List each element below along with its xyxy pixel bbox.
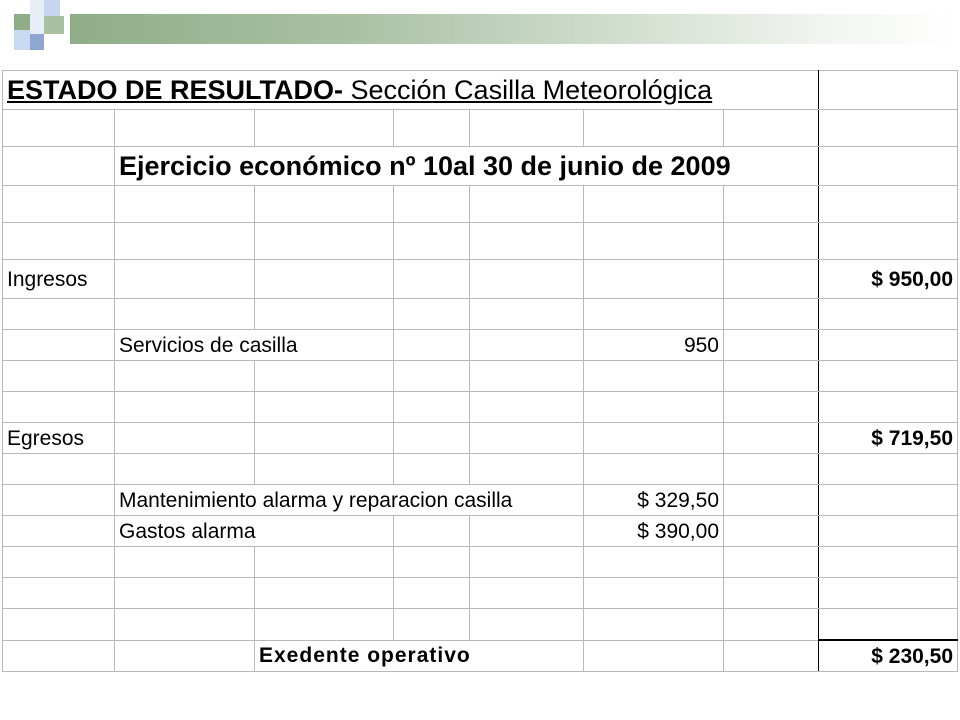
deco-square bbox=[14, 30, 30, 50]
cell[interactable] bbox=[3, 485, 115, 516]
cell[interactable] bbox=[3, 223, 115, 260]
cell[interactable] bbox=[115, 578, 255, 609]
egresos-total[interactable]: $ 719,50 bbox=[819, 423, 958, 454]
egreso-item-amount[interactable]: $ 390,00 bbox=[584, 516, 724, 547]
cell[interactable] bbox=[255, 423, 394, 454]
cell[interactable] bbox=[724, 299, 819, 330]
cell[interactable] bbox=[584, 640, 724, 672]
cell[interactable] bbox=[3, 578, 115, 609]
cell[interactable] bbox=[470, 186, 584, 223]
cell[interactable] bbox=[724, 423, 819, 454]
cell[interactable] bbox=[255, 299, 394, 330]
cell[interactable] bbox=[819, 609, 958, 641]
cell[interactable] bbox=[819, 485, 958, 516]
cell[interactable] bbox=[255, 186, 394, 223]
cell[interactable] bbox=[115, 423, 255, 454]
deco-square bbox=[30, 34, 44, 50]
cell[interactable] bbox=[3, 110, 115, 147]
cell[interactable] bbox=[724, 454, 819, 485]
ingresos-label[interactable]: Ingresos bbox=[3, 260, 115, 299]
cell[interactable] bbox=[3, 609, 115, 641]
cell[interactable] bbox=[394, 454, 470, 485]
cell[interactable] bbox=[470, 516, 584, 547]
cell[interactable] bbox=[470, 578, 584, 609]
cell[interactable] bbox=[255, 609, 394, 641]
cell[interactable] bbox=[724, 110, 819, 147]
egreso-item-amount[interactable]: $ 329,50 bbox=[584, 485, 724, 516]
cell[interactable] bbox=[394, 223, 470, 260]
cell[interactable] bbox=[470, 260, 584, 299]
cell[interactable] bbox=[394, 516, 470, 547]
cell[interactable] bbox=[584, 423, 724, 454]
cell[interactable] bbox=[724, 516, 819, 547]
cell[interactable] bbox=[470, 392, 584, 423]
cell[interactable] bbox=[115, 186, 255, 223]
cell[interactable] bbox=[819, 578, 958, 609]
cell[interactable] bbox=[584, 110, 724, 147]
cell[interactable] bbox=[255, 110, 394, 147]
excedente-total[interactable]: $ 230,50 bbox=[819, 640, 958, 672]
cell[interactable] bbox=[584, 223, 724, 260]
cell[interactable] bbox=[470, 423, 584, 454]
ingresos-total[interactable]: $ 950,00 bbox=[819, 260, 958, 299]
cell[interactable] bbox=[394, 110, 470, 147]
table-row bbox=[3, 454, 958, 485]
cell[interactable] bbox=[394, 260, 470, 299]
cell[interactable] bbox=[819, 299, 958, 330]
cell[interactable] bbox=[819, 516, 958, 547]
cell[interactable] bbox=[470, 330, 584, 361]
ingreso-item-label[interactable]: Servicios de casilla bbox=[115, 330, 394, 361]
cell[interactable] bbox=[394, 330, 470, 361]
cell[interactable] bbox=[724, 361, 819, 392]
table-row bbox=[3, 547, 958, 578]
cell[interactable] bbox=[819, 361, 958, 392]
cell[interactable] bbox=[819, 547, 958, 578]
cell[interactable] bbox=[3, 516, 115, 547]
cell[interactable] bbox=[394, 423, 470, 454]
table-row bbox=[3, 299, 958, 330]
cell[interactable] bbox=[394, 547, 470, 578]
table-row bbox=[3, 485, 958, 516]
cell[interactable] bbox=[584, 361, 724, 392]
cell[interactable] bbox=[255, 361, 394, 392]
cell[interactable] bbox=[115, 361, 255, 392]
cell[interactable] bbox=[255, 547, 394, 578]
cell[interactable] bbox=[724, 485, 819, 516]
title-rest: Sección Casilla Meteorológica bbox=[343, 74, 713, 105]
deco-square bbox=[14, 14, 30, 30]
cell[interactable] bbox=[115, 609, 255, 641]
cell[interactable] bbox=[819, 71, 958, 110]
cell[interactable] bbox=[115, 260, 255, 299]
cell[interactable] bbox=[584, 260, 724, 299]
cell[interactable] bbox=[394, 299, 470, 330]
cell[interactable] bbox=[3, 186, 115, 223]
cell[interactable] bbox=[3, 392, 115, 423]
cell[interactable] bbox=[3, 454, 115, 485]
cell[interactable] bbox=[115, 640, 255, 672]
cell[interactable] bbox=[819, 392, 958, 423]
header-decoration bbox=[0, 0, 960, 62]
cell[interactable] bbox=[819, 454, 958, 485]
sheet-title[interactable] bbox=[3, 71, 819, 110]
cell[interactable] bbox=[819, 186, 958, 223]
cell[interactable] bbox=[115, 299, 255, 330]
title-bold: ESTADO DE RESULTADO- bbox=[7, 74, 343, 105]
cell[interactable] bbox=[115, 547, 255, 578]
cell[interactable] bbox=[394, 361, 470, 392]
income-statement-sheet bbox=[2, 70, 958, 672]
table-row bbox=[3, 147, 958, 186]
cell[interactable] bbox=[255, 578, 394, 609]
cell[interactable] bbox=[724, 547, 819, 578]
cell[interactable] bbox=[724, 260, 819, 299]
cell[interactable] bbox=[724, 392, 819, 423]
cell[interactable] bbox=[724, 609, 819, 641]
cell[interactable] bbox=[584, 299, 724, 330]
table-row bbox=[3, 640, 958, 672]
table-row bbox=[3, 260, 958, 299]
cell[interactable] bbox=[819, 147, 958, 186]
egreso-item-label[interactable]: Mantenimiento alarma y reparacion casilla bbox=[115, 485, 584, 516]
egreso-item-label[interactable]: Gastos alarma bbox=[115, 516, 394, 547]
cell[interactable] bbox=[470, 547, 584, 578]
table-row bbox=[3, 110, 958, 147]
cell[interactable] bbox=[724, 578, 819, 609]
ingreso-item-amount[interactable]: 950 bbox=[584, 330, 724, 361]
cell[interactable] bbox=[394, 186, 470, 223]
cell[interactable] bbox=[584, 186, 724, 223]
cell[interactable] bbox=[584, 547, 724, 578]
cell[interactable] bbox=[819, 110, 958, 147]
table-row bbox=[3, 223, 958, 260]
cell[interactable] bbox=[394, 392, 470, 423]
cell[interactable] bbox=[3, 330, 115, 361]
table-row bbox=[3, 516, 958, 547]
cell[interactable] bbox=[470, 299, 584, 330]
table-row bbox=[3, 330, 958, 361]
table-row bbox=[3, 609, 958, 641]
deco-square bbox=[44, 0, 60, 16]
cell[interactable] bbox=[819, 330, 958, 361]
table-row bbox=[3, 578, 958, 609]
sheet-subtitle[interactable]: Ejercicio económico nº 10al 30 de junio de 2009 bbox=[115, 147, 819, 186]
cell[interactable] bbox=[724, 330, 819, 361]
table-row bbox=[3, 392, 958, 423]
cell[interactable] bbox=[470, 223, 584, 260]
cell[interactable] bbox=[115, 392, 255, 423]
cell[interactable] bbox=[470, 361, 584, 392]
cell[interactable] bbox=[115, 454, 255, 485]
table-row bbox=[3, 361, 958, 392]
cell[interactable] bbox=[115, 110, 255, 147]
cell[interactable] bbox=[584, 609, 724, 641]
table-row bbox=[3, 186, 958, 223]
cell[interactable] bbox=[3, 299, 115, 330]
header-gradient-bar bbox=[70, 14, 960, 44]
cell[interactable] bbox=[255, 392, 394, 423]
table-row bbox=[3, 71, 958, 110]
cell[interactable] bbox=[470, 110, 584, 147]
cell[interactable] bbox=[724, 186, 819, 223]
cell[interactable] bbox=[584, 454, 724, 485]
excedente-label[interactable]: Exedente operativo bbox=[255, 640, 584, 672]
cell[interactable] bbox=[724, 640, 819, 672]
cell[interactable] bbox=[115, 223, 255, 260]
cell[interactable] bbox=[3, 640, 115, 672]
cell[interactable] bbox=[3, 547, 115, 578]
cell[interactable] bbox=[724, 223, 819, 260]
cell[interactable] bbox=[819, 223, 958, 260]
cell[interactable] bbox=[584, 392, 724, 423]
cell[interactable] bbox=[3, 361, 115, 392]
egresos-label[interactable]: Egresos bbox=[3, 423, 115, 454]
cell[interactable] bbox=[470, 609, 584, 641]
cell[interactable] bbox=[3, 147, 115, 186]
cell[interactable] bbox=[394, 578, 470, 609]
cell[interactable] bbox=[470, 454, 584, 485]
table-row bbox=[3, 423, 958, 454]
cell[interactable] bbox=[394, 609, 470, 641]
cell[interactable] bbox=[255, 454, 394, 485]
deco-square bbox=[44, 16, 64, 34]
cell[interactable] bbox=[255, 260, 394, 299]
cell[interactable] bbox=[584, 578, 724, 609]
cell[interactable] bbox=[255, 223, 394, 260]
